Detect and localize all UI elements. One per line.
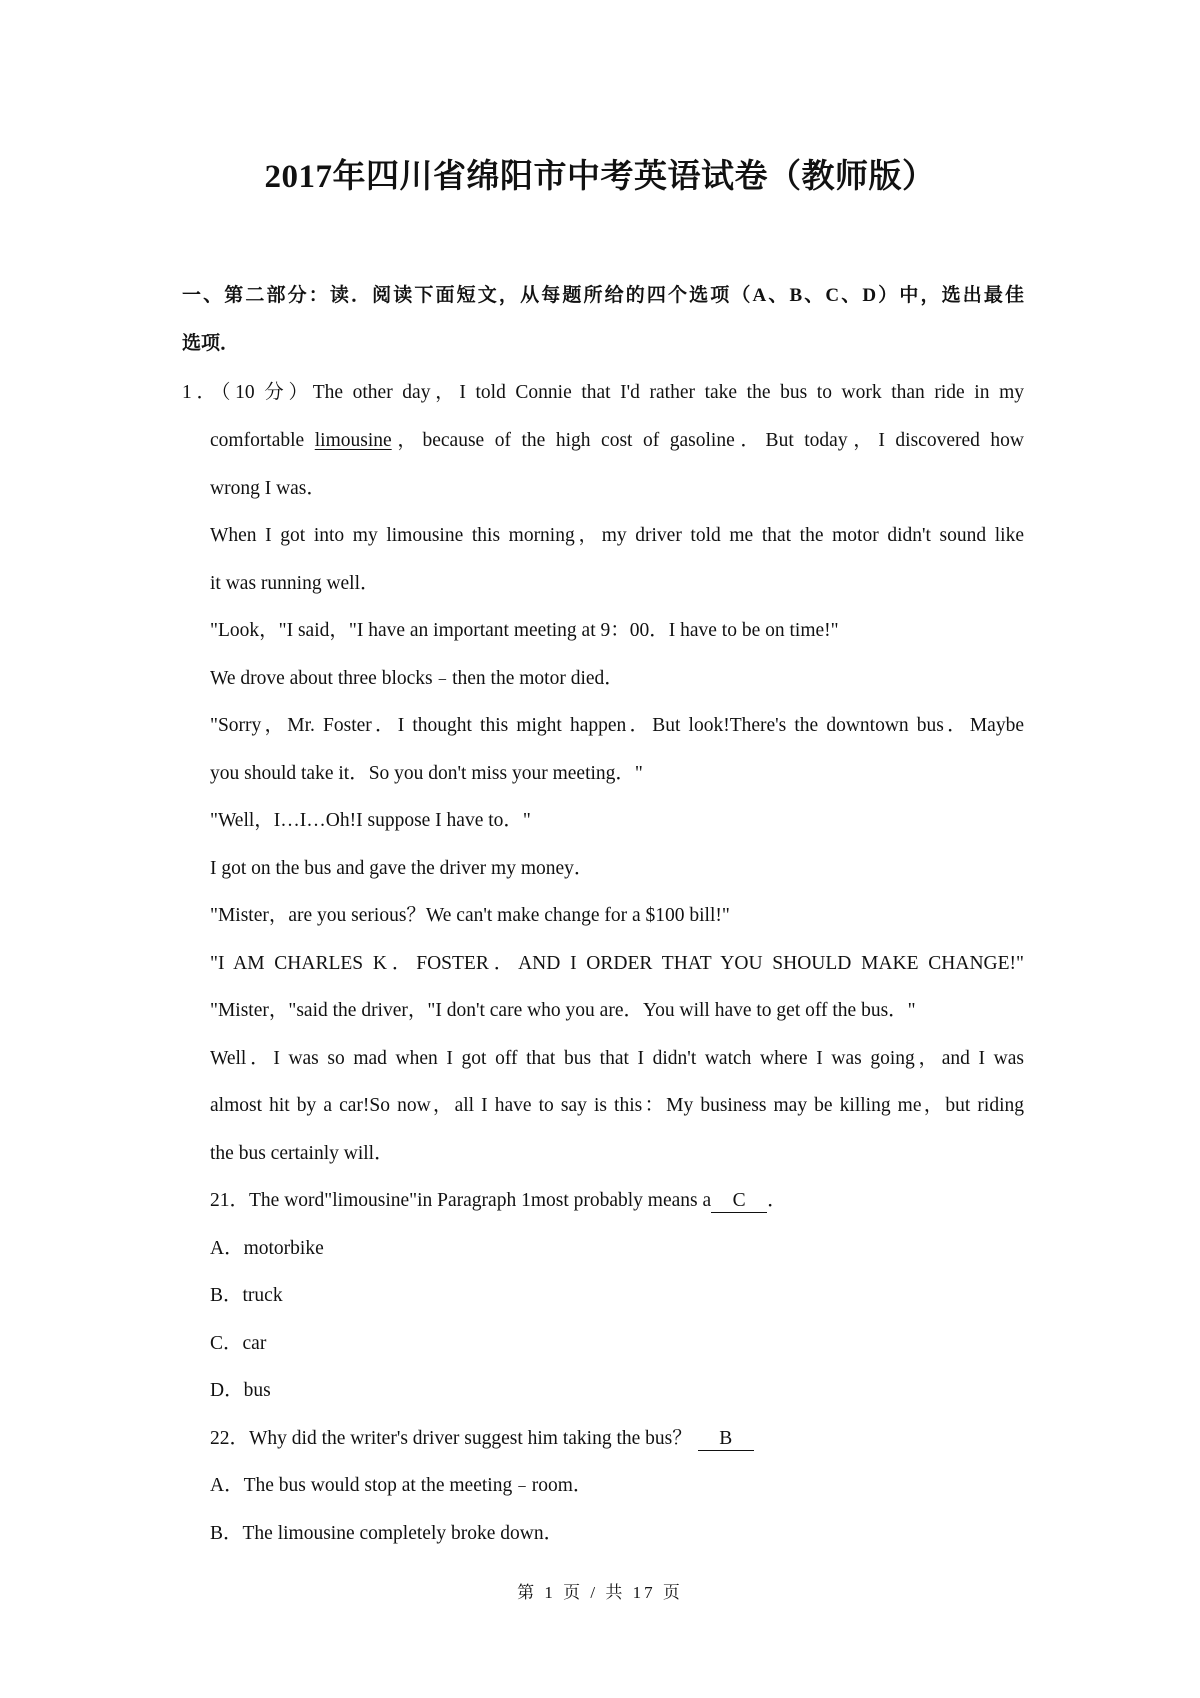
passage-line: wrong I was． (210, 478, 326, 499)
passage-line: We drove about three blocks﹣then the motor died． (210, 668, 624, 689)
question-stem (210, 1425, 754, 1453)
section-heading-line-2: 选项． (182, 333, 240, 354)
passage-line: you should take it．So you don't miss your meeting．" (210, 763, 643, 784)
question-text: 22．Why did the writer's driver suggest him taking the bus？ (210, 1428, 692, 1449)
option: C．car (210, 1333, 267, 1354)
option: A．The bus would stop at the meeting﹣room． (210, 1475, 593, 1496)
passage-line: When I got into my limousine this morning，my driver told me that the motor didn't sound like (210, 525, 1024, 546)
page-title: 2017年四川省绵阳市中考英语试卷（教师版） (264, 159, 936, 195)
option: B．truck (210, 1285, 283, 1306)
passage-line: "Sorry，Mr. Foster．I thought this might happen．But look!There's the downtown bus．Maybe (210, 715, 1024, 736)
question-text: 21．The word"limousine"in Paragraph 1most probably means a (210, 1190, 712, 1211)
question-text: ． (767, 1190, 787, 1211)
passage-line: "Mister，are you serious？We can't make change for a $100 bill!" (210, 905, 730, 926)
page-footer: 第 1 页 / 共 17 页 (517, 1583, 683, 1602)
option: B．The limousine completely broke down． (210, 1523, 564, 1544)
section-heading (182, 272, 1024, 368)
passage-line: "Mister，"said the driver，"I don't care who you are．You will have to get off the bus．" (210, 1000, 916, 1021)
passage-line: Well．I was so mad when I got off that bus that I didn't watch where I was going，and I was (210, 1048, 1024, 1069)
passage-line: "Well，I…I…Oh!I suppose I have to．" (210, 810, 531, 831)
answer-blank: C (711, 1190, 767, 1213)
option: D．bus (210, 1380, 271, 1401)
option: A．motorbike (210, 1238, 324, 1259)
passage-line: almost hit by a car!So now，all I have to say is this：My business may be killing me，but riding (210, 1095, 1024, 1116)
passage-line: I got on the bus and gave the driver my money． (210, 858, 594, 879)
passage-line (210, 427, 1024, 455)
passage-line: the bus certainly will． (210, 1143, 394, 1164)
passage-line: it was running well． (210, 573, 380, 594)
section-heading-line-1: 一、第二部分：读．阅读下面短文，从每题所给的四个选项（A、B、C、D）中，选出最佳 (182, 285, 1024, 306)
passage-line: 1．（10 分）The other day，I told Connie that I'd rather take the bus to work than ride in my (182, 382, 1024, 403)
underlined-word: limousine (314, 430, 392, 451)
passage-line: "Look，"I said，"I have an important meeting at 9：00．I have to be on time!" (210, 620, 839, 641)
question-stem (210, 1187, 787, 1215)
answer-blank: B (698, 1428, 754, 1451)
passage-text: comfortable (210, 430, 315, 451)
passage-text: ，because of the high cost of gasoline．But today，I discovered how (391, 430, 1024, 451)
passage-line: "I AM CHARLES K．FOSTER．AND I ORDER THAT YOU SHOULD MAKE CHANGE!" (210, 953, 1024, 974)
